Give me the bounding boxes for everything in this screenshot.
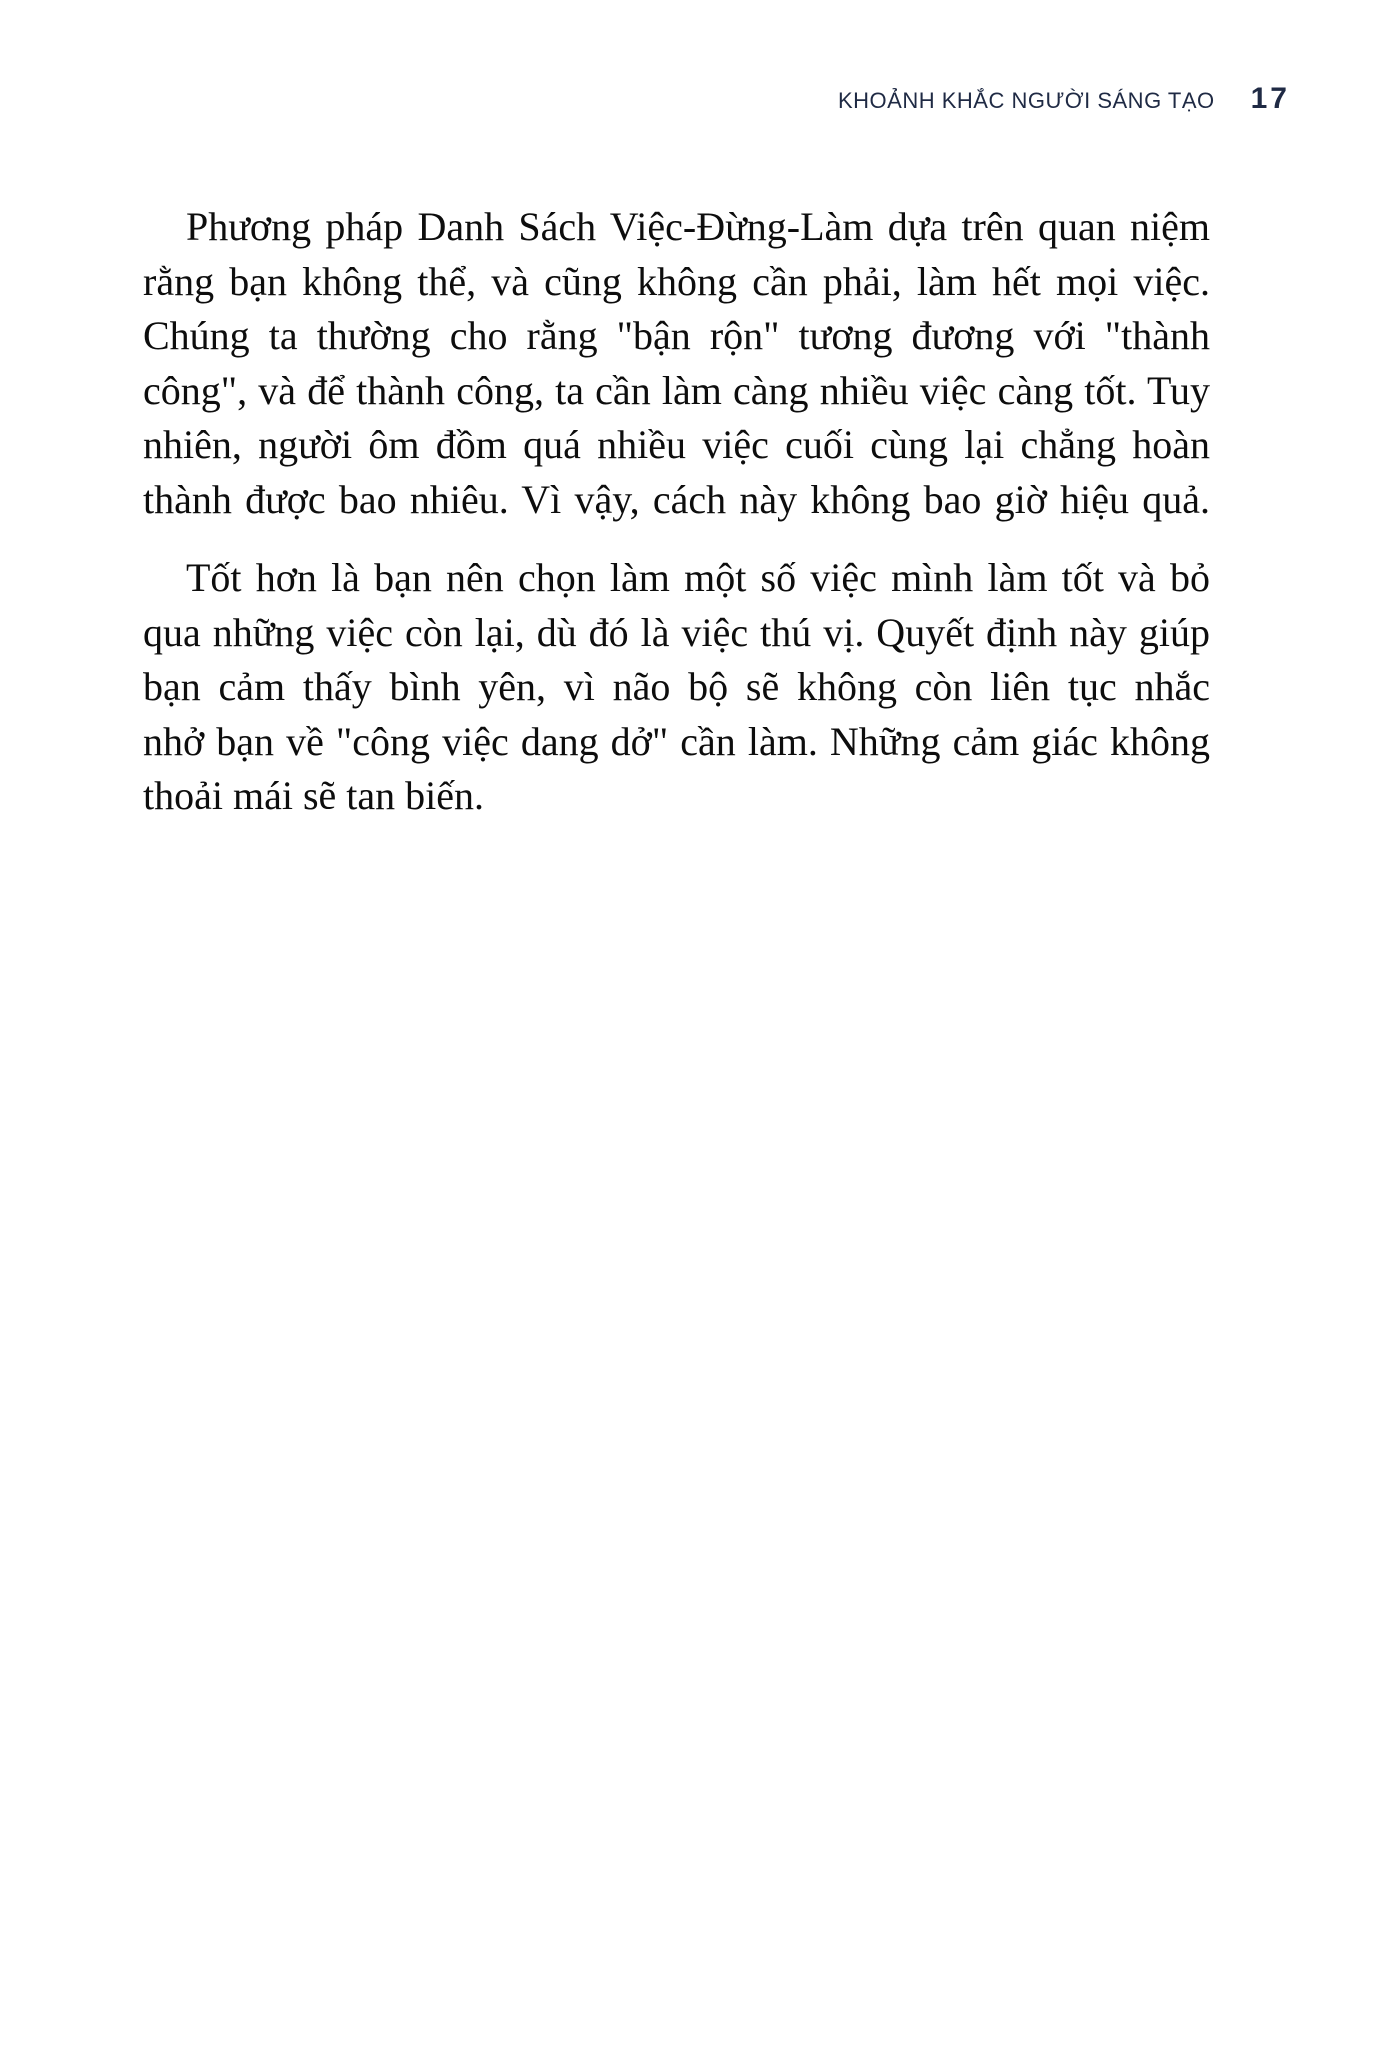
- text-line: qua những việc còn lại, dù đó là việc thú vị. Quyết định này giúp: [143, 609, 1210, 655]
- text-line: Chúng ta thường cho rằng "bận rộn" tương đương với "thành: [143, 313, 1210, 358]
- page-number: 17: [1250, 82, 1290, 115]
- paragraph: [143, 200, 1210, 527]
- paragraph: [143, 551, 1210, 824]
- text-line: rằng bạn không thể, và cũng không cần phải, làm hết mọi việc.: [143, 258, 1210, 304]
- text-line: Phương pháp Danh Sách Việc-Đừng-Làm dựa trên quan niệm: [186, 204, 1210, 249]
- running-title: KHOẢNH KHẮC NGƯỜI SÁNG TẠO: [837, 88, 1215, 113]
- text-line: nhở bạn về "công việc dang dở" cần làm. Những cảm giác không: [143, 718, 1210, 764]
- text-line: thành được bao nhiêu. Vì vậy, cách này không bao giờ hiệu quả.: [143, 476, 1210, 522]
- text-line: công", và để thành công, ta cần làm càng nhiều việc càng tốt. Tuy: [143, 367, 1210, 413]
- text-line: thoải mái sẽ tan biến.: [143, 773, 485, 818]
- text-line: Tốt hơn là bạn nên chọn làm một số việc mình làm tốt và bỏ: [186, 555, 1210, 600]
- text-line: nhiên, người ôm đồm quá nhiều việc cuối cùng lại chẳng hoàn: [143, 422, 1210, 467]
- running-header: [838, 82, 1290, 116]
- text-line: bạn cảm thấy bình yên, vì não bộ sẽ không còn liên tục nhắc: [143, 664, 1210, 709]
